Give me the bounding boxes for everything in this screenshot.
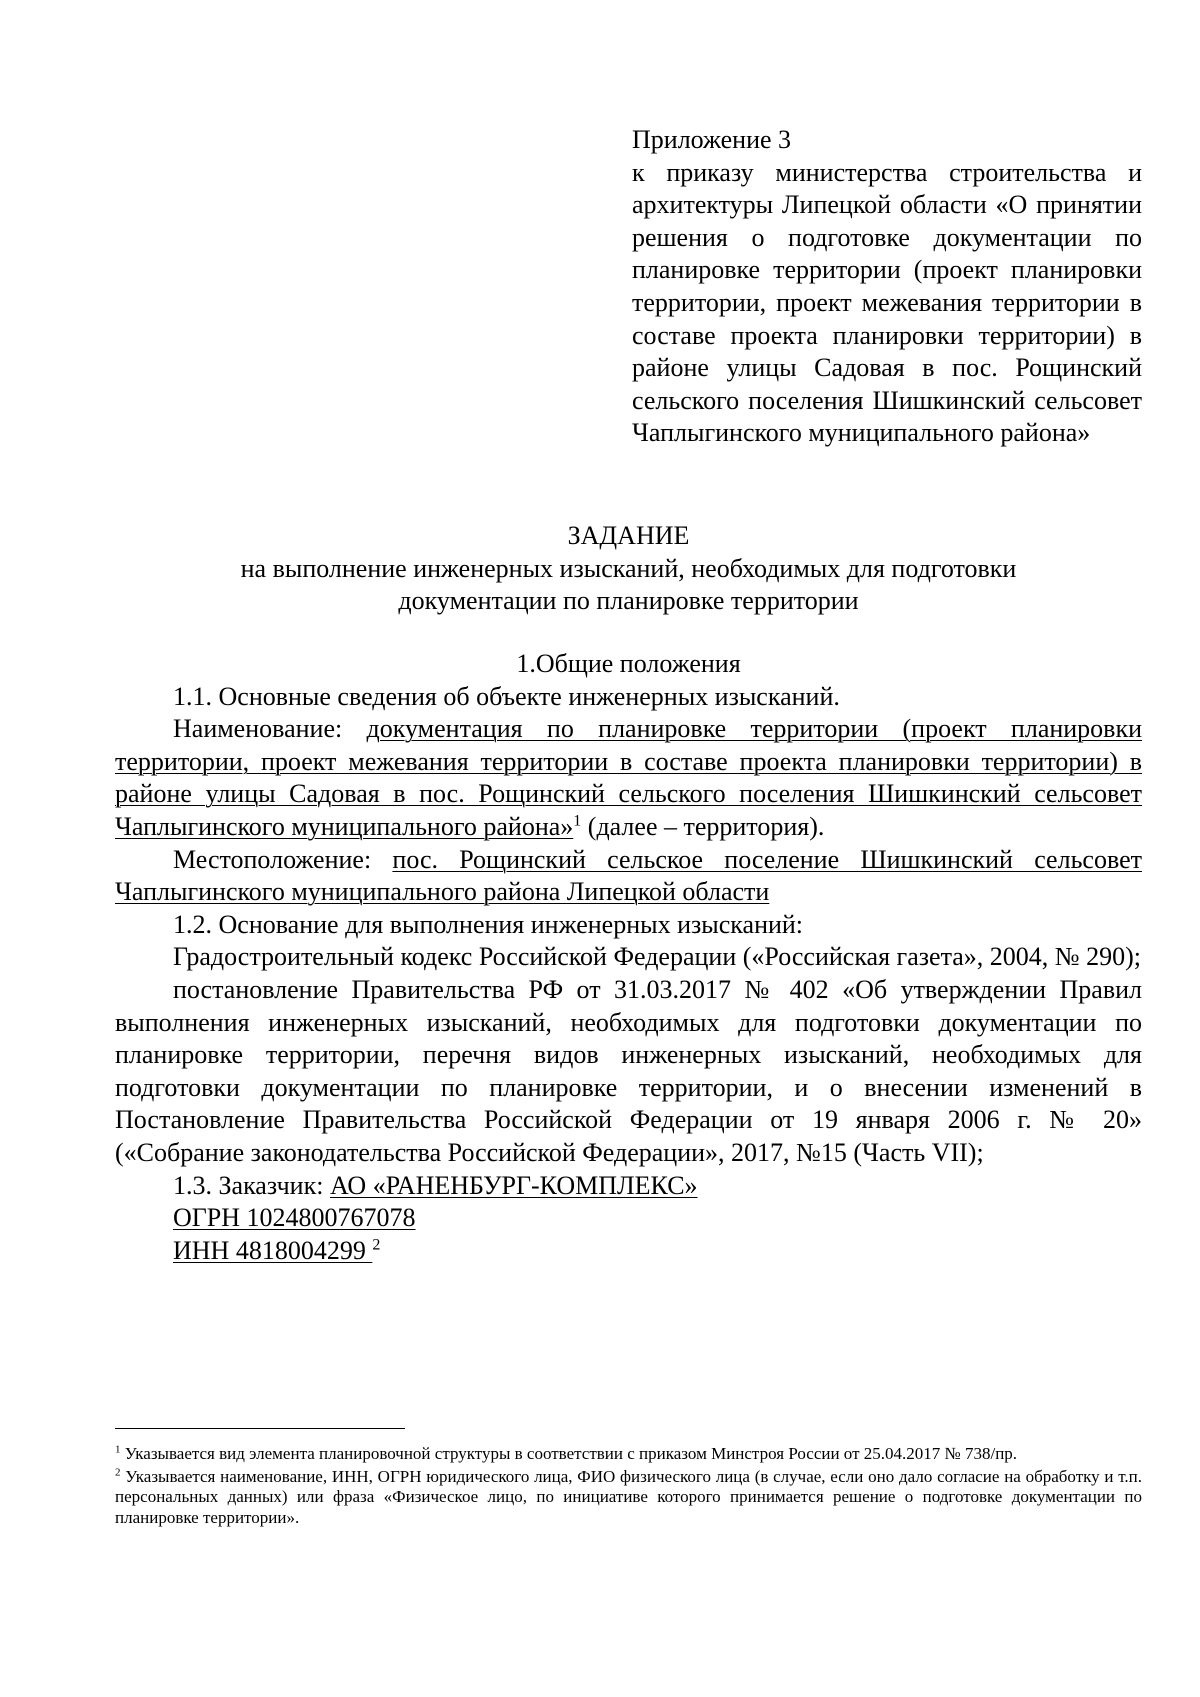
location-label: Местоположение: [173, 844, 393, 874]
footnotes [115, 1444, 1142, 1530]
location-value: пос. Рощинский сельское поселение Шишкинский сельсовет Чаплыгинского муниципального района Липецкой области [115, 844, 1142, 907]
footnote-ref-1: 1 [573, 812, 582, 830]
footnote-1-mark: 1 [115, 1443, 121, 1456]
footnote-1-text: Указывается вид элемента планировочной структуры в соответствии с приказом Минстроя России от 25.04.2017 № 738/пр. [120, 1444, 1018, 1463]
item-1-1: 1.1. Основные сведения об объекте инженерных изысканий. [173, 681, 840, 711]
location-paragraph [115, 844, 1142, 909]
appendix-number: Приложение 3 [632, 125, 792, 154]
customer-line [173, 1170, 1142, 1203]
footnote-2-mark: 2 [115, 1465, 121, 1478]
object-name-value: документация по планировке территории (проект планировки территории, проект межевания территории в составе проекта планировки территории) в районе улицы Садовая в пос. Рощинский сельского поселения Шишкинский сельсовет Чаплыгинского муниципального района» [115, 714, 1143, 841]
footnote-2-text: Указывается наименование, ИНН, ОГРН юридического лица, ФИО физического лица (в случае, если оно дало согласие на обработку и т.п. персональных данных) или фраза «Физическое лицо, по инициативе которого принимается решение о подготовке документации по планировке территории». [115, 1466, 1142, 1527]
customer-ogrn-line [173, 1202, 1142, 1235]
customer-inn-line [173, 1235, 1142, 1268]
customer-ogrn: ОГРН 1024800767078 [173, 1203, 416, 1233]
customer-name: АО «РАНЕНБУРГ-КОМПЛЕКС» [329, 1170, 698, 1200]
object-name-label: Наименование: [173, 714, 367, 744]
footnote-separator [115, 1428, 405, 1429]
basis-government-decree: постановление Правительства РФ от 31.03.2017 № 402 «Об утверждении Правил выполнения инженерных изысканий, необходимых для подготовки документации по планировке территории, перечня видов инженерных изысканий, необходимых для подготовки документации по планировке территории, и о внесении изменений в Постановление Правительства Российской Федерации от 19 января 2006 г. № 20» («Собрание законодательства Российской Федерации», 2017, №15 (Часть VII); [115, 974, 1142, 1167]
customer-label: 1.3. Заказчик: [173, 1170, 330, 1200]
document-title-block [115, 520, 1142, 618]
object-name-paragraph [115, 713, 1142, 843]
section-heading-general: 1.Общие положения [516, 649, 741, 678]
document-title: ЗАДАНИЕ [567, 521, 690, 550]
footnote-1 [115, 1444, 1142, 1465]
item-1-2: 1.2. Основание для выполнения инженерных изысканий: [173, 909, 804, 939]
appendix-header [632, 124, 1142, 450]
customer-inn: ИНН 4818004299 [173, 1235, 373, 1265]
object-name-after: (далее – территория). [581, 811, 825, 841]
footnote-ref-2: 2 [372, 1236, 381, 1254]
footnote-2 [115, 1467, 1142, 1529]
appendix-order-reference: к приказу министерства строительства и архитектуры Липецкой области «О принятии решения о подготовке документации по планировке территории (проект планировки территории, проект межевания территории в составе проекта планировки территории) в районе улицы Садовая в пос. Рощинский сельского поселения Шишкинский сельсовет Чаплыгинского муниципального района» [632, 157, 1142, 448]
document-subtitle-line-1: на выполнение инженерных изысканий, необходимых для подготовки [240, 553, 1017, 583]
document-body [115, 648, 1142, 1267]
document-subtitle-line-2: документации по планировке территории [398, 586, 859, 616]
customer-block [115, 1170, 1142, 1268]
basis-town-planning-code: Градостроительный кодекс Российской Федерации («Российская газета», 2004, № 290); [173, 942, 1141, 972]
